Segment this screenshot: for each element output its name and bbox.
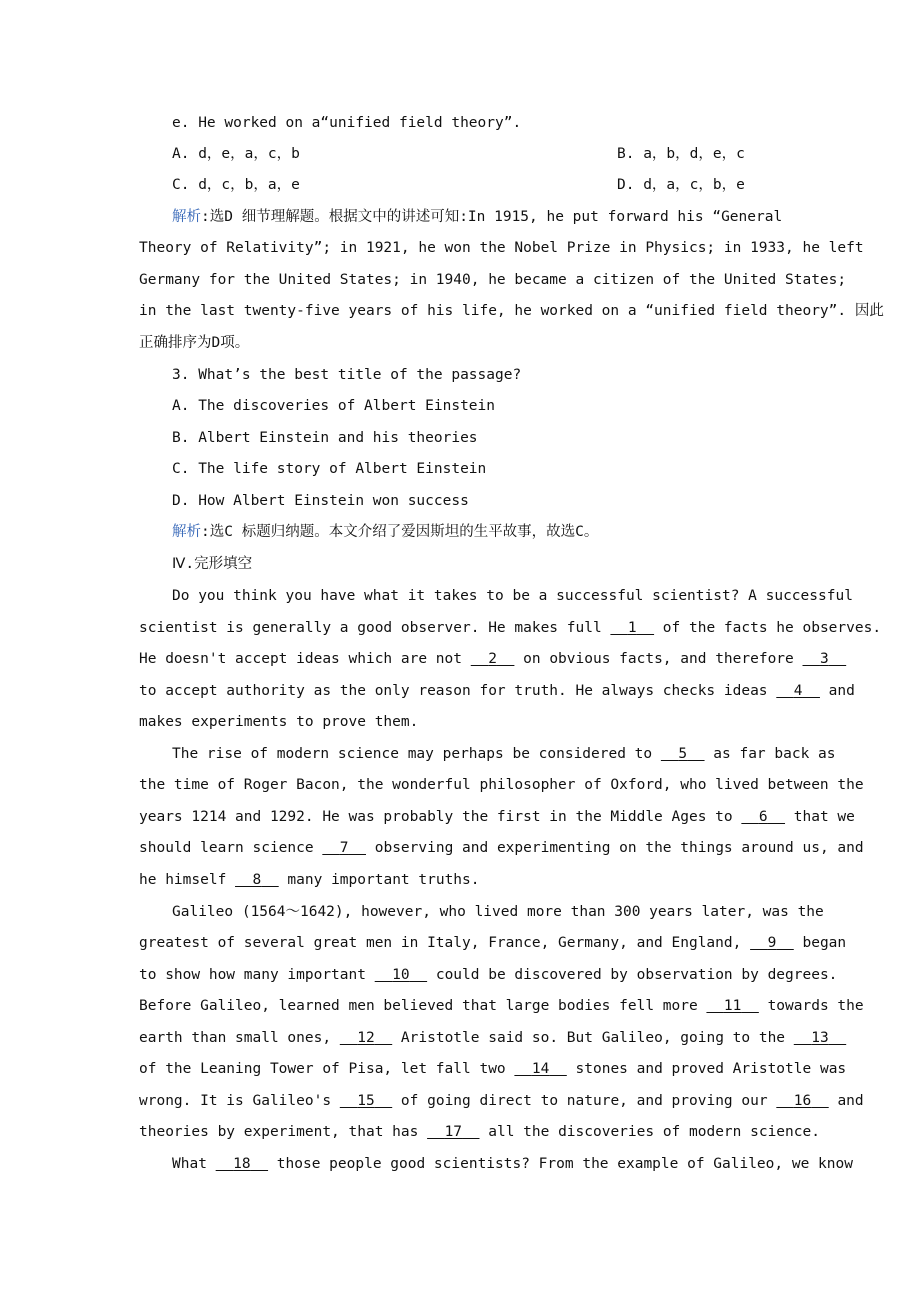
analysis-text: :选D 细节理解题。根据文中的讲述可知:In 1915, he put forward his “General	[201, 209, 783, 225]
passage-line: he himself 8 many important truths.	[139, 872, 480, 888]
passage-line: What 18 those people good scientists? From the example of Galileo, we know	[172, 1156, 853, 1172]
passage-line: Galileo (1564～1642), however, who lived more than 300 years later, was the	[172, 904, 824, 920]
analysis-text: :选C 标题归纳题。本文介绍了爱因斯坦的生平故事，故选C。	[201, 524, 599, 540]
choice-c: C. d，c，b，a，e	[172, 177, 300, 193]
q2-option-e: e. He worked on a“unified field theory”.	[172, 115, 522, 131]
q2-choice-row	[172, 144, 822, 164]
blank-4: 4	[793, 683, 803, 699]
blank-10: 10	[392, 967, 410, 983]
section-heading: Ⅳ.完形填空	[172, 556, 253, 572]
passage-line: Before Galileo, learned men believed that large bodies fell more 11 towards the	[139, 998, 864, 1014]
passage-line: of the Leaning Tower of Pisa, let fall two 14 stones and proved Aristotle was	[139, 1061, 847, 1077]
blank-2: 2	[488, 651, 497, 667]
q3-analysis	[172, 522, 822, 542]
analysis-label: 解析	[172, 524, 201, 540]
blank-16: 16	[793, 1093, 812, 1109]
q2-choice-row	[172, 175, 822, 195]
passage-line: theories by experiment, that has 17 all the discoveries of modern science.	[139, 1124, 820, 1140]
passage-line: to show how many important 10 could be discovered by observation by degrees.	[139, 967, 838, 983]
blank-17: 17	[444, 1124, 463, 1140]
blank-6: 6	[758, 809, 768, 825]
blank-8: 8	[252, 872, 262, 888]
blank-3: 3	[819, 651, 829, 667]
passage-line: earth than small ones, 12 Aristotle said so. But Galileo, going to the 13	[139, 1028, 789, 1048]
blank-1: 1	[627, 620, 637, 636]
blank-7: 7	[339, 840, 349, 856]
blank-18: 18	[233, 1156, 251, 1172]
blank-11: 11	[723, 998, 742, 1014]
blank-12: 12	[357, 1030, 375, 1046]
passage-line: the time of Roger Bacon, the wonderful philosopher of Oxford, who lived between the	[139, 777, 864, 793]
blank-13: 13	[811, 1030, 829, 1046]
q3-option: D. How Albert Einstein won success	[172, 493, 469, 509]
q3-question: 3. What’s the best title of the passage?	[172, 367, 522, 383]
passage-line: years 1214 and 1292. He was probably the first in the Middle Ages to 6 that we	[139, 809, 855, 825]
blank-15: 15	[357, 1093, 375, 1109]
blank-14: 14	[531, 1061, 550, 1077]
q2-analysis-line: in the last twenty-five years of his life, he worked on a “unified field theory”. 因此	[139, 303, 884, 319]
passage-line: He doesn't accept ideas which are not 2 on obvious facts, and therefore 3	[139, 649, 789, 669]
q3-option: B. Albert Einstein and his theories	[172, 430, 478, 446]
passage-line: The rise of modern science may perhaps be considered to 5 as far back as	[172, 746, 836, 762]
choice-b: B. a，b，d，e，c	[617, 146, 745, 162]
passage-line: wrong. It is Galileo's 15 of going direct to nature, and proving our 16 and	[139, 1093, 864, 1109]
analysis-label: 解析	[172, 209, 201, 225]
passage-line: makes experiments to prove them.	[139, 714, 419, 730]
passage-line: greatest of several great men in Italy, France, Germany, and England, 9 began	[139, 935, 847, 951]
q3-option: A. The discoveries of Albert Einstein	[172, 398, 496, 414]
passage-line: to accept authority as the only reason for truth. He always checks ideas 4 and	[139, 683, 855, 699]
q3-option: C. The life story of Albert Einstein	[172, 461, 487, 477]
q2-analysis-line	[172, 207, 822, 227]
blank-5: 5	[678, 746, 688, 762]
choice-d: D. d，a，c，b，e	[617, 177, 745, 193]
q2-analysis-line: 正确排序为D项。	[139, 335, 250, 351]
blank-9: 9	[767, 935, 777, 951]
passage-line: should learn science 7 observing and experimenting on the things around us, and	[139, 840, 864, 856]
q2-analysis-line: Germany for the United States; in 1940, he became a citizen of the United States;	[139, 272, 847, 288]
q2-analysis-line: Theory of Relativity”; in 1921, he won the Nobel Prize in Physics; in 1933, he left	[139, 240, 864, 256]
passage-line: scientist is generally a good observer. He makes full 1 of the facts he observes.	[139, 620, 882, 636]
passage-line: Do you think you have what it takes to be a successful scientist? A successful	[172, 588, 853, 604]
choice-a: A. d，e，a，c，b	[172, 146, 300, 162]
